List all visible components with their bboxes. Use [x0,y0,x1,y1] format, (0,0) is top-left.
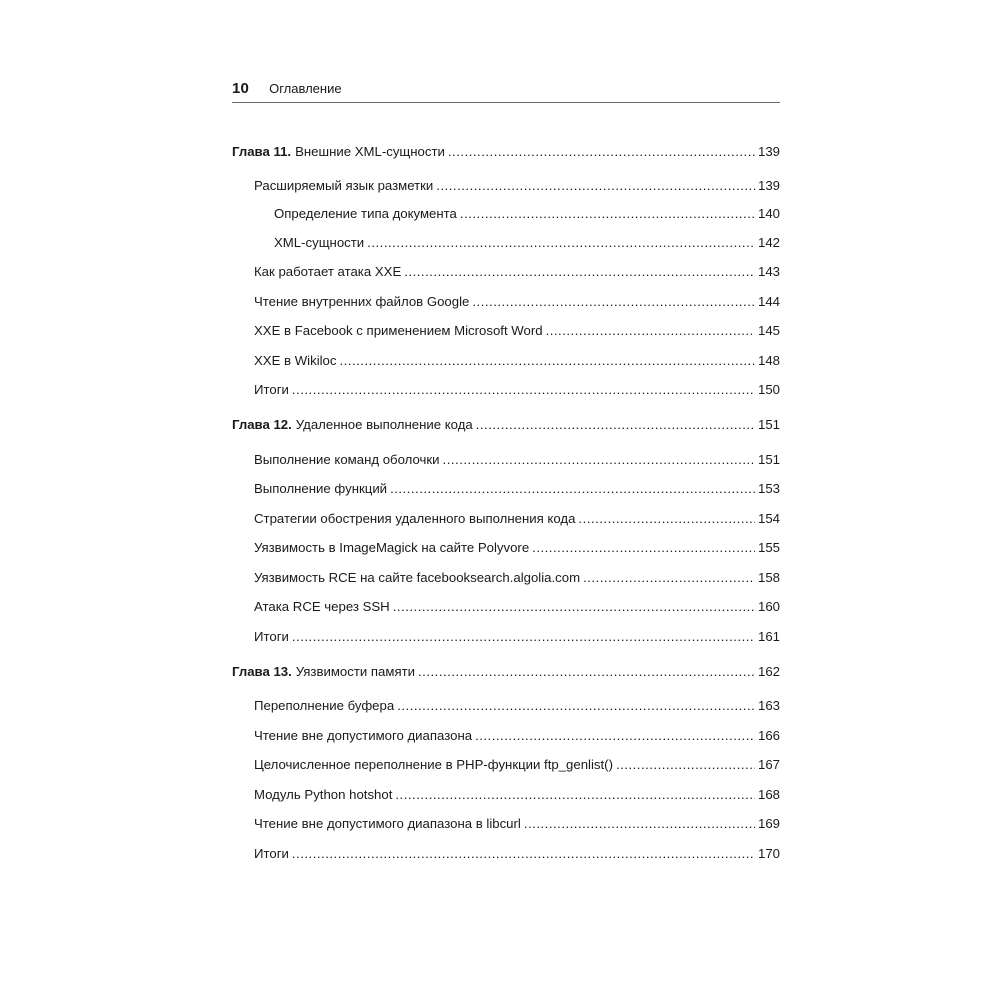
dot-leader [397,696,755,716]
page-ref: 151 [757,417,780,432]
toc-entry [232,538,780,558]
page-ref: 168 [757,787,780,802]
page-ref: 166 [757,728,780,743]
dot-leader [524,814,755,834]
running-header [232,80,780,103]
dot-leader [583,568,755,588]
toc-chapter-12 [232,415,780,435]
toc-entry [232,568,780,588]
page-ref: 169 [757,816,780,831]
page-ref: 167 [757,757,780,772]
dot-leader [472,292,755,312]
toc-entry [232,321,780,341]
page-ref: 154 [757,511,780,526]
entry-title: Итоги [254,382,289,397]
entry-title: Итоги [254,846,289,861]
page-ref: 140 [757,206,780,221]
toc-entry [232,597,780,617]
dot-leader [404,262,755,282]
toc-chapter-11 [232,142,780,162]
dot-leader [616,755,755,775]
page-ref: 143 [757,264,780,279]
chapter-prefix: Глава 12. [232,417,292,432]
chapter-prefix: Глава 11. [232,144,292,159]
toc-entry [232,814,780,834]
dot-leader [292,627,755,647]
dot-leader [578,509,755,529]
entry-title: XXE в Wikiloc [254,353,337,368]
toc-entry [232,755,780,775]
entry-title: Стратегии обострения удаленного выполнения кода [254,511,576,526]
toc-entry [232,509,780,529]
toc-entry [232,380,780,400]
entry-title: XML-сущности [274,235,365,250]
toc-entry [232,176,780,196]
page-ref: 153 [757,481,780,496]
dot-leader [475,726,755,746]
dot-leader [292,380,755,400]
dot-leader [448,142,755,162]
toc-chapter-13 [232,662,780,682]
dot-leader [418,662,755,682]
page-ref: 162 [757,664,780,679]
toc-entry [232,479,780,499]
chapter-title: Уязвимости памяти [295,664,416,679]
dot-leader [546,321,755,341]
entry-title: Чтение вне допустимого диапазона в libcurl [254,816,521,831]
page-number: 10 [232,80,250,97]
dot-leader [460,204,755,224]
chapter-title: Внешние XML-сущности [295,144,445,159]
toc-entry [232,292,780,312]
entry-title: Уязвимость в ImageMagick на сайте Polyvore [254,540,530,555]
entry-title: Атака RCE через SSH [254,599,390,614]
toc-entry [232,785,780,805]
chapter-title: Удаленное выполнение кода [295,417,473,432]
page-ref: 151 [757,452,780,467]
toc-entry [232,627,780,647]
entry-title: Расширяемый язык разметки [254,178,434,193]
dot-leader [393,597,755,617]
entry-title: XXE в Facebook с применением Microsoft Word [254,323,543,338]
chapter-prefix: Глава 13. [232,664,292,679]
toc-entry [232,450,780,470]
dot-leader [367,233,755,253]
entry-title: Определение типа документа [274,206,457,221]
running-title: Оглавление [269,81,342,96]
page-ref: 161 [757,629,780,644]
entry-title: Итоги [254,629,289,644]
page-ref: 170 [757,846,780,861]
page-ref: 150 [757,382,780,397]
page-ref: 155 [757,540,780,555]
page-ref: 144 [757,294,780,309]
entry-title: Выполнение функций [254,481,388,496]
dot-leader [390,479,755,499]
toc-entry [232,351,780,371]
dot-leader [476,415,755,435]
dot-leader [395,785,755,805]
entry-title: Модуль Python hotshot [254,787,393,802]
page-ref: 158 [757,570,780,585]
toc-subentry [232,233,780,253]
entry-title: Как работает атака XXE [254,264,402,279]
toc-entry [232,696,780,716]
page-ref: 160 [757,599,780,614]
dot-leader [436,176,755,196]
toc-entry [232,844,780,864]
entry-title: Целочисленное переполнение в PHP-функции ftp_genlist() [254,757,613,772]
entry-title: Переполнение буфера [254,698,395,713]
page-ref: 139 [757,144,780,159]
entry-title: Чтение вне допустимого диапазона [254,728,473,743]
entry-title: Уязвимость RCE на сайте facebooksearch.algolia.com [254,570,581,585]
page-ref: 163 [757,698,780,713]
toc-subentry [232,204,780,224]
toc-entry [232,262,780,282]
entry-title: Чтение внутренних файлов Google [254,294,470,309]
dot-leader [339,351,755,371]
dot-leader [443,450,755,470]
page-ref: 142 [757,235,780,250]
page-ref: 145 [757,323,780,338]
page-ref: 139 [757,178,780,193]
dot-leader [292,844,755,864]
entry-title: Выполнение команд оболочки [254,452,440,467]
dot-leader [532,538,755,558]
toc-entry [232,726,780,746]
page-ref: 148 [757,353,780,368]
